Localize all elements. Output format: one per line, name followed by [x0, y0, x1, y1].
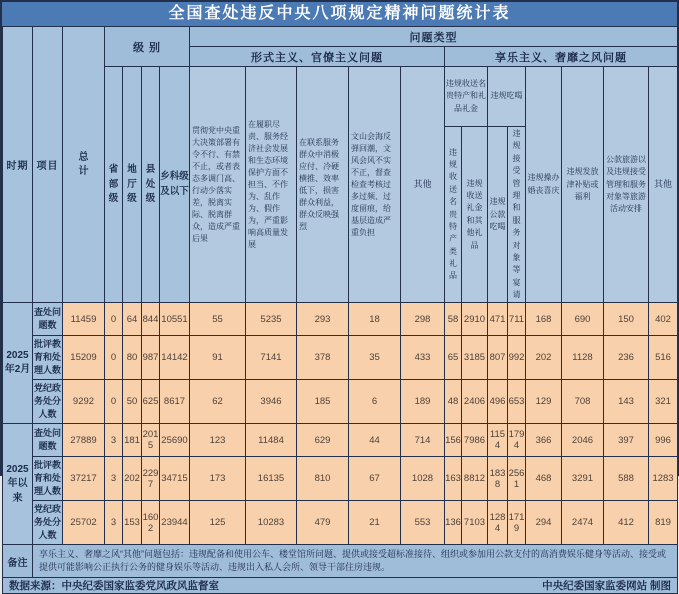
col-header-county-level: 县处级	[142, 67, 160, 303]
data-cell: 50	[123, 380, 142, 424]
col-group-dining: 违规吃喝	[488, 67, 526, 127]
data-cell: 23944	[160, 501, 190, 545]
col-header-total-label: 总计	[78, 152, 90, 177]
col-header-public-travel: 公款旅游以及违规接受管理和服务对象等旅游活动安排	[604, 67, 649, 303]
total-cell: 9292	[63, 380, 105, 424]
col-header-formalism-1: 贯彻党中央重大决策部署有令不行、有禁不止，或者表态多调门高、行动少落实差，脱离实际、脱离群众，造成严重后果	[190, 67, 246, 303]
data-cell: 10283	[246, 501, 297, 545]
data-cell: 479	[297, 501, 349, 545]
item-cell: 查处问题数	[33, 303, 63, 336]
source-bar	[3, 578, 678, 594]
data-cell: 3946	[246, 380, 297, 424]
data-cell: 168	[526, 303, 562, 336]
col-header-formalism-4: 文山会海反弹回潮，文风会风不实不正，督查检查考核过多过频、过度留痕，给基层造成严重负担	[349, 67, 401, 303]
data-cell: 35	[349, 336, 401, 380]
data-cell: 996	[649, 424, 678, 457]
data-cell: 136	[445, 501, 462, 545]
data-cell: 3291	[562, 457, 604, 501]
data-cell: 236	[604, 336, 649, 380]
data-cell: 819	[649, 501, 678, 545]
data-cell: 65	[445, 336, 462, 380]
data-source: 数据来源：中央纪委国家监委党风政风监督室	[9, 580, 219, 593]
data-cell: 7103	[462, 501, 488, 545]
data-cell: 321	[649, 380, 678, 424]
period-cell: 2025年2月	[3, 303, 33, 424]
col-header-hedonism-other: 其他	[649, 67, 678, 303]
total-cell: 37217	[63, 457, 105, 501]
data-cell: 1284	[488, 501, 508, 545]
col-header-weddings: 违规操办婚丧喜庆	[526, 67, 562, 303]
table-footer	[3, 545, 678, 594]
col-group-gifts: 违规收送名贵特产和礼品礼金	[445, 67, 488, 127]
data-cell: 3185	[462, 336, 488, 380]
col-header-gifts-specialty: 违规收送名贵特产类礼品	[445, 127, 462, 303]
data-cell: 202	[123, 457, 142, 501]
data-cell: 298	[401, 303, 445, 336]
item-cell: 党纪政务处分人数	[33, 380, 63, 424]
data-cell: 2297	[142, 457, 160, 501]
item-cell: 批评教育和处理人数	[33, 336, 63, 380]
data-cell: 2015	[142, 424, 160, 457]
total-cell: 25702	[63, 501, 105, 545]
data-cell: 16135	[246, 457, 297, 501]
data-cell: 471	[488, 303, 508, 336]
data-cell: 1128	[562, 336, 604, 380]
data-cell: 629	[297, 424, 349, 457]
statistics-table	[2, 26, 678, 594]
col-header-allowances: 违规发放津补贴或福利	[562, 67, 604, 303]
data-cell: 185	[297, 380, 349, 424]
data-cell: 21	[349, 501, 401, 545]
data-cell: 516	[649, 336, 678, 380]
data-cell: 80	[123, 336, 142, 380]
data-cell: 55	[190, 303, 246, 336]
col-group-hedonism: 享乐主义、奢靡之风问题	[445, 47, 678, 67]
data-cell: 468	[526, 457, 562, 501]
data-cell: 844	[142, 303, 160, 336]
data-cell: 1719	[508, 501, 526, 545]
data-cell: 402	[649, 303, 678, 336]
data-cell: 163	[445, 457, 462, 501]
data-cell: 18	[349, 303, 401, 336]
item-cell: 党纪政务处分人数	[33, 501, 63, 545]
table-header	[3, 27, 678, 303]
data-cell: 1283	[649, 457, 678, 501]
total-cell: 11459	[63, 303, 105, 336]
data-cell: 44	[349, 424, 401, 457]
data-cell: 810	[297, 457, 349, 501]
data-cell: 3	[105, 501, 123, 545]
data-cell: 553	[401, 501, 445, 545]
data-cell: 5235	[246, 303, 297, 336]
col-group-problem-type: 问题类型	[190, 27, 678, 47]
data-cell: 433	[401, 336, 445, 380]
col-header-formalism-2: 在履职尽责、服务经济社会发展和生态环境保护方面不担当、不作为、乱作为、假作为，严重影响高质量发展	[246, 67, 297, 303]
data-cell: 2406	[462, 380, 488, 424]
data-cell: 202	[526, 336, 562, 380]
col-header-period: 时期	[3, 27, 33, 303]
total-cell: 27889	[63, 424, 105, 457]
credit: 中央纪委国家监委网站 制图	[542, 580, 672, 593]
data-cell: 807	[488, 336, 508, 380]
data-cell: 11484	[246, 424, 297, 457]
data-cell: 64	[123, 303, 142, 336]
data-cell: 8812	[462, 457, 488, 501]
data-cell: 653	[508, 380, 526, 424]
item-cell: 批评教育和处理人数	[33, 457, 63, 501]
table-row	[3, 303, 678, 336]
table-row	[3, 336, 678, 380]
data-cell: 91	[190, 336, 246, 380]
data-cell: 58	[445, 303, 462, 336]
data-cell: 0	[105, 303, 123, 336]
data-cell: 625	[142, 380, 160, 424]
data-cell: 173	[190, 457, 246, 501]
data-cell: 378	[297, 336, 349, 380]
data-cell: 181	[123, 424, 142, 457]
data-cell: 987	[142, 336, 160, 380]
col-group-level: 级 别	[105, 27, 190, 67]
data-cell: 1794	[508, 424, 526, 457]
data-cell: 711	[508, 303, 526, 336]
col-header-province-level: 省部级	[105, 67, 123, 303]
data-cell: 7141	[246, 336, 297, 380]
data-cell: 143	[604, 380, 649, 424]
data-cell: 1154	[488, 424, 508, 457]
data-cell: 150	[604, 303, 649, 336]
data-cell: 714	[401, 424, 445, 457]
data-cell: 6	[349, 380, 401, 424]
data-cell: 397	[604, 424, 649, 457]
col-header-prefecture-level: 地厅级	[123, 67, 142, 303]
total-cell: 15209	[63, 336, 105, 380]
data-cell: 62	[190, 380, 246, 424]
data-cell: 2046	[562, 424, 604, 457]
data-cell: 14142	[160, 336, 190, 380]
data-cell: 67	[349, 457, 401, 501]
data-cell: 708	[562, 380, 604, 424]
data-cell: 293	[297, 303, 349, 336]
data-cell: 1028	[401, 457, 445, 501]
data-cell: 125	[190, 501, 246, 545]
table-row	[3, 501, 678, 545]
data-cell: 129	[526, 380, 562, 424]
data-cell: 3	[105, 457, 123, 501]
data-cell: 2910	[462, 303, 488, 336]
table-row	[3, 380, 678, 424]
item-cell: 查处问题数	[33, 424, 63, 457]
data-cell: 412	[604, 501, 649, 545]
table-row	[3, 457, 678, 501]
data-cell: 8617	[160, 380, 190, 424]
data-cell: 1838	[488, 457, 508, 501]
data-cell: 294	[526, 501, 562, 545]
data-cell: 25690	[160, 424, 190, 457]
data-cell: 7986	[462, 424, 488, 457]
data-cell: 156	[445, 424, 462, 457]
data-cell: 153	[123, 501, 142, 545]
data-cell: 1602	[142, 501, 160, 545]
data-cell: 992	[508, 336, 526, 380]
data-cell: 123	[190, 424, 246, 457]
col-header-item: 项目	[33, 27, 63, 303]
col-header-gifts-cash: 违规收送礼金和其他礼品	[462, 127, 488, 303]
period-cell: 2025年以来	[3, 424, 33, 545]
data-cell: 48	[445, 380, 462, 424]
note-text: 享乐主义、奢靡之风“其他”问题包括：违规配备和使用公车、楼堂馆所问题、提供或接受超标准接待、组织或参加用公款支付的高消费娱乐健身等活动、接受或提供可能影响公正执行公务的健身娱乐等活动、违规出入私人会所、领导干部住房违规。	[33, 545, 678, 578]
data-cell: 0	[105, 380, 123, 424]
data-cell: 690	[562, 303, 604, 336]
data-cell: 189	[401, 380, 445, 424]
data-cell: 0	[105, 336, 123, 380]
data-cell: 2474	[562, 501, 604, 545]
col-header-total	[63, 27, 105, 303]
col-header-township-level: 乡科级及以下	[160, 67, 190, 303]
page-title: 全国查处违反中央八项规定精神问题统计表	[2, 2, 677, 26]
data-cell: 10551	[160, 303, 190, 336]
col-header-dining-banquets: 违规接受管理和服务对象等宴请	[508, 127, 526, 303]
col-header-dining-public-funds: 违规公款吃喝	[488, 127, 508, 303]
table-row	[3, 424, 678, 457]
table-body	[3, 303, 678, 545]
col-header-formalism-other: 其他	[401, 67, 445, 303]
data-cell: 496	[488, 380, 508, 424]
col-group-formalism: 形式主义、官僚主义问题	[190, 47, 445, 67]
note-label: 备注	[3, 545, 33, 578]
data-cell: 588	[604, 457, 649, 501]
data-cell: 34715	[160, 457, 190, 501]
col-header-formalism-3: 在联系服务群众中消极应付、冷硬横推、效率低下，损害群众利益，群众反映强烈	[297, 67, 349, 303]
data-cell: 2561	[508, 457, 526, 501]
data-cell: 366	[526, 424, 562, 457]
data-cell: 3	[105, 424, 123, 457]
